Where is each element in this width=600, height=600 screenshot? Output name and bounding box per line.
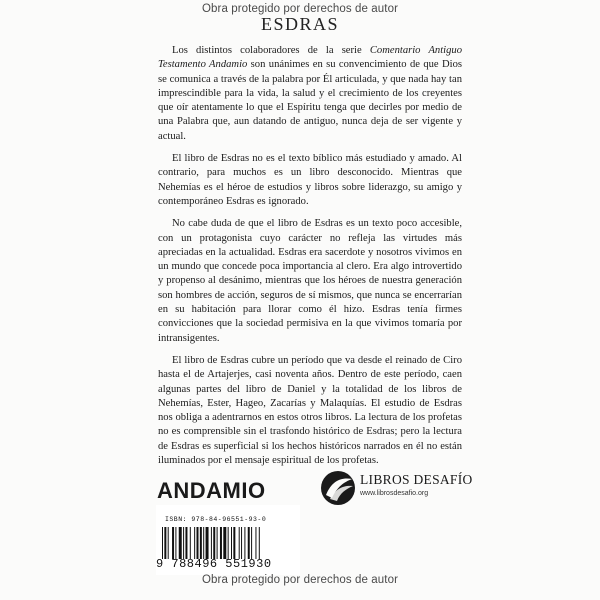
andamio-logo: ANDAMIO [157,478,266,503]
libros-desafio-name: LIBROS DESAFÍO [360,472,473,487]
blurb-paragraph-1 [158,44,462,144]
book-title: ESDRAS [260,14,340,34]
paragraph-1-rest: son unánimes en su convencimiento de que Dios se comunica a través de la palabra por Él articulada, y que nada hay tan imprescindible para la vida, la salud y el crecimiento de los creyentes que oír atentamente lo que el Espíritu tenga que decirles por medio de una Palabra que, aun datando de antiguo, nunca deja de ser vigente y actual. [158,59,462,142]
watermark-top: Obra protegido por derechos de autor [201,3,399,15]
watermark-bottom: Obra protegido por derechos de autor [201,574,399,586]
ean-number: 9 788496 551930 [156,557,272,571]
blurb-paragraph-3: No cabe duda de que el libro de Esdras es un texto poco accesible, con un protagonista cuyo carácter no refleja las virtudes más apreciadas en la actualidad. Esdras era sacerdote y nosotros vivimos en un mundo que concede poca importancia al clero. Era algo introvertido y propenso al desánimo, mientras que los héroes de nuestra generación son hombres de acción, seguros de sí mismos, que nunca se encerrarían en su habitación para llorar como él hizo. Esdras tenía firmes convicciones que la sociedad permisiva en la que vivimos tomaría por intransigentes. [158,218,462,344]
blurb-paragraph-4: El libro de Esdras cubre un período que va desde el reinado de Ciro hasta el de Artajerjes, casi noventa años. Dentro de este período, caen algunas partes del libro de Daniel y la totalidad de los libros de Nehemías, Ester, Hageo, Zacarías y Malaquías. El estudio de Esdras nos obliga a adentrarnos en estos otros libros. La lectura de los profetas no es comprensible sin el trasfondo histórico de Esdras; pero la lectura de Esdras es superficial si los hechos históricos narrados en él no están iluminados por el mensaje espiritual de los profetas. [158,354,462,467]
barcode-bars [162,527,300,559]
blurb-paragraph-2: El libro de Esdras no es el texto bíblico más estudiado y amado. Al contrario, para muchos es un libro desconocido. Mientras que Nehemías es el héroe de estudios y libros sobre liderazgo, su amigo y contemporáneo Esdras es ignorado. [158,153,462,207]
paragraph-1-start: Los distintos colaboradores de la serie [172,45,370,56]
blurb-text [158,44,462,476]
libros-desafio-url: www.librosdesafio.org [360,490,429,497]
series-title: Comentario Antiguo Testamento Andamio [158,45,462,71]
isbn-text: ISBN: 978-84-96551-93-0 [165,516,267,523]
